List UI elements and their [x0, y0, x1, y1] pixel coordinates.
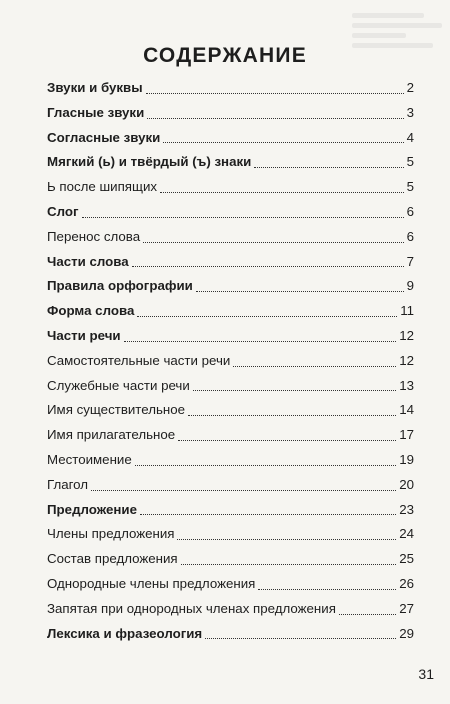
toc-entry[interactable] — [47, 374, 414, 399]
toc-entry-label: Перенос слова — [47, 228, 141, 244]
toc-entry-label: Однородные члены предложения — [47, 575, 256, 591]
dot-leader — [196, 290, 404, 292]
toc-entry-label: Самостоятельные части речи — [47, 352, 231, 368]
toc-entry[interactable] — [47, 274, 414, 299]
toc-entry-label: Лексика и фразеология — [47, 625, 203, 641]
toc-entry-page: 9 — [406, 278, 414, 294]
toc-entry[interactable] — [47, 150, 414, 175]
toc-entry-page: 12 — [399, 327, 414, 343]
dot-leader — [140, 513, 396, 515]
dot-leader — [137, 315, 397, 317]
toc-entry-label: Глагол — [47, 476, 89, 492]
toc-entry-page: 4 — [406, 129, 414, 145]
toc-entry[interactable] — [47, 175, 414, 200]
dot-leader — [91, 489, 396, 491]
toc-entry[interactable] — [47, 324, 414, 349]
toc-entry-label: Слог — [47, 203, 79, 219]
toc-entry-label: Местоимение — [47, 451, 132, 467]
toc-entry-label: Части речи — [47, 327, 121, 343]
toc-entry[interactable] — [47, 76, 414, 101]
toc-entry-page: 26 — [399, 575, 414, 591]
toc-entry[interactable] — [47, 250, 414, 275]
toc-entry-label: Мягкий (ь) и твёрдый (ъ) знаки — [47, 154, 252, 170]
dot-leader — [205, 637, 396, 639]
toc-entry-label: Согласные звуки — [47, 129, 161, 145]
toc-entry-label: Состав предложения — [47, 551, 178, 567]
dot-leader — [254, 166, 403, 168]
dot-leader — [143, 241, 404, 243]
toc-entry-page: 24 — [399, 526, 414, 542]
toc-entry-page: 14 — [399, 402, 414, 418]
toc-entry[interactable] — [47, 126, 414, 151]
toc-entry[interactable] — [47, 349, 414, 374]
dot-leader — [188, 414, 396, 416]
toc-entry-page: 6 — [406, 203, 414, 219]
dot-leader — [193, 389, 396, 391]
toc-entry-label: Запятая при однородных членах предложения — [47, 600, 336, 616]
dot-leader — [82, 216, 404, 218]
toc-entry-page: 6 — [406, 228, 414, 244]
toc-entry-page: 11 — [400, 303, 414, 319]
dot-leader — [160, 191, 404, 193]
toc-entry[interactable] — [47, 398, 414, 423]
toc-entry[interactable] — [47, 225, 414, 250]
toc-entry-label: Имя существительное — [47, 402, 186, 418]
toc-entry[interactable] — [47, 572, 414, 597]
toc-entry-page: 19 — [399, 451, 414, 467]
page-number: 31 — [418, 666, 434, 682]
toc-entry[interactable] — [47, 498, 414, 523]
toc-entry-label: Гласные звуки — [47, 104, 145, 120]
toc-entry[interactable] — [47, 200, 414, 225]
toc-entry-page: 23 — [399, 501, 414, 517]
toc-entry-page: 3 — [406, 104, 414, 120]
dot-leader — [132, 265, 404, 267]
toc-entry-page: 29 — [399, 625, 414, 641]
toc-entry[interactable] — [47, 473, 414, 498]
dot-leader — [146, 92, 404, 94]
toc-entry[interactable] — [47, 448, 414, 473]
toc-entry-label: Звуки и буквы — [47, 80, 143, 95]
dot-leader — [135, 464, 396, 466]
dot-leader — [339, 613, 396, 615]
toc-entry-label: Ь после шипящих — [47, 179, 158, 195]
toc-entry-page: 17 — [399, 427, 414, 443]
toc-entry-page: 2 — [406, 80, 414, 95]
dot-leader — [163, 141, 403, 143]
toc-entry[interactable] — [47, 622, 414, 647]
toc-entry-label: Правила орфографии — [47, 278, 193, 294]
toc-entry[interactable] — [47, 423, 414, 448]
toc-entry-page: 7 — [406, 253, 414, 269]
dot-leader — [178, 439, 396, 441]
toc-entry-label: Служебные части речи — [47, 377, 190, 393]
toc-entry-label: Части слова — [47, 253, 129, 269]
dot-leader — [233, 365, 396, 367]
toc-entry-page: 13 — [399, 377, 414, 393]
dot-leader — [258, 588, 396, 590]
toc-entry-label: Члены предложения — [47, 526, 175, 542]
toc-entry[interactable] — [47, 101, 414, 126]
toc-entry[interactable] — [47, 299, 414, 324]
toc-entry-label: Форма слова — [47, 303, 135, 319]
dot-leader — [177, 538, 396, 540]
dot-leader — [147, 117, 403, 119]
toc-entry[interactable] — [47, 522, 414, 547]
toc-entry[interactable] — [47, 597, 414, 622]
toc-entry-page: 5 — [406, 154, 414, 170]
toc-entry[interactable] — [47, 547, 414, 572]
toc-entry-page: 12 — [399, 352, 414, 368]
toc-entry-page: 27 — [399, 600, 414, 616]
toc-entry-label: Имя прилагательное — [47, 427, 176, 443]
toc-entry-page: 20 — [399, 476, 414, 492]
dot-leader — [181, 563, 397, 565]
dot-leader — [124, 340, 397, 342]
page-title: СОДЕРЖАНИЕ — [143, 44, 307, 67]
toc-entry-page: 25 — [399, 551, 414, 567]
toc-entry-page: 5 — [406, 179, 414, 195]
toc-entry-label: Предложение — [47, 501, 137, 517]
table-of-contents — [47, 76, 414, 646]
